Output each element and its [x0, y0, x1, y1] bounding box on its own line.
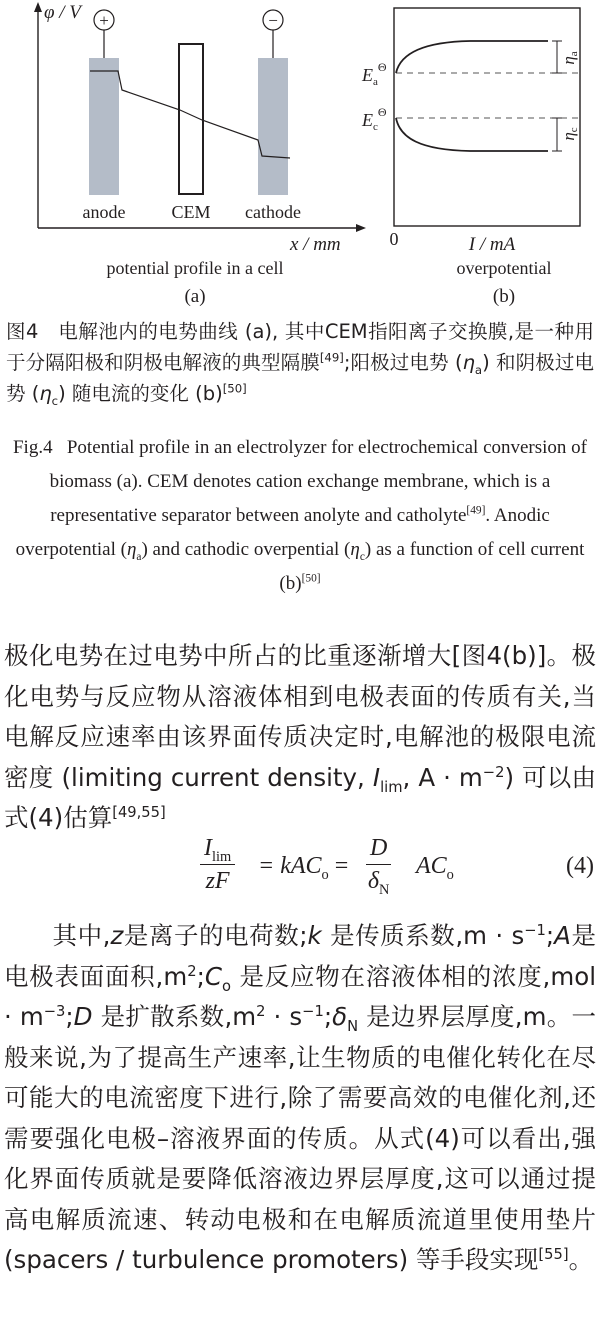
para2-text-3: 是传质系数,m · s: [321, 921, 525, 950]
caption-en-ref-2: [50]: [301, 572, 321, 585]
eq-zf: zF: [205, 868, 230, 894]
para2-text-1: 其中,: [52, 921, 111, 950]
cathodic-curve: [396, 118, 548, 151]
figure-caption-en: [0, 431, 600, 601]
figure-4: [0, 0, 600, 310]
para2-exp-4: 2: [256, 1002, 266, 1020]
caption-zh-ref-2: [50]: [222, 381, 247, 396]
para2-text-9: 是扩散系数,m: [92, 1002, 257, 1031]
para2-text-10: · s: [265, 1002, 303, 1031]
eq-d-symbol: D: [370, 835, 388, 861]
eq-lim-sub: lim: [212, 848, 232, 865]
ea-label: $E_a^\Theta$: [362, 60, 387, 88]
panel-b-label: (b): [492, 286, 516, 307]
para1-exponent: −2: [482, 763, 505, 781]
caption-en-text-1: Potential profile in an electrolyzer for electrochemical conversion of biomass (a). CEM denotes cation exchange membrane, which is a representative separator between anolyte and catholyte: [49, 437, 588, 526]
para2-o-sub: o: [221, 977, 231, 995]
eq-o-sub-1: o: [321, 866, 329, 883]
anode-label: anode: [82, 202, 126, 222]
para2-delta: δ: [332, 1002, 348, 1031]
para2-text-13: 。: [568, 1245, 594, 1274]
paragraph-1: [0, 636, 600, 839]
para2-d: D: [73, 1002, 93, 1031]
eq-i-symbol: I: [204, 835, 212, 861]
para2-exp-3: −3: [43, 1002, 66, 1020]
caption-zh-ref-1: [49]: [319, 350, 344, 365]
para1-text-1: 极化电势在过电势中所占的比重逐渐增大[图4(b)]。极化电势与反应物从溶液体相到电极表面的传质有关,当电解反应速率由该界面传质决定时,电解池的极限电流密度 (limiting current density,: [4, 641, 596, 792]
para2-text-6: ;: [196, 961, 205, 991]
panel-a-label: (a): [184, 286, 206, 307]
panel-a: [34, 2, 366, 307]
para1-text-2: , A · m: [402, 762, 483, 792]
eq-o-sub-2: o: [446, 866, 454, 883]
ec-label: $E_c^\Theta$: [362, 105, 387, 133]
para2-c: C: [204, 961, 222, 991]
panel-a-caption: potential profile in a cell: [106, 258, 284, 278]
para2-text-11: ;: [323, 1002, 333, 1031]
eq-delta: δ: [367, 868, 380, 894]
eq-equals: =: [334, 853, 349, 879]
panel-b-origin: 0: [389, 229, 399, 249]
figure-caption-zh: [0, 316, 600, 409]
para2-text-4: ;: [545, 921, 555, 950]
para2-exp-1: −1: [524, 921, 546, 939]
para2-k: k: [307, 921, 322, 950]
cem-label: CEM: [171, 202, 211, 222]
caption-en-text-4: ) as a function of cell current (b): [279, 539, 585, 594]
para2-n-sub: N: [347, 1017, 359, 1035]
para2-z: z: [110, 921, 124, 950]
equation-frac-left: [200, 835, 235, 895]
caption-zh-text-3: ) 和阴极过电势 (: [6, 351, 594, 405]
panel-a-x-label: x / mm: [290, 234, 341, 255]
para2-ref: [55]: [538, 1245, 569, 1263]
caption-en-eta-c: η: [350, 539, 360, 560]
caption-zh-text-4: ) 随电流的变化 (b): [58, 382, 223, 405]
caption-en-text-2: . Anodic overpotential (: [15, 505, 550, 560]
equation-tail: [416, 853, 454, 883]
panel-b-caption: overpotential: [456, 258, 552, 278]
para2-text-5: 是电极表面面积,m: [4, 921, 596, 991]
caption-zh-text-1: 电解池内的电势曲线 (a), 其中CEM指阳离子交换膜,是一种用于分隔阳极和阴极电解液的典型隔膜: [6, 320, 594, 374]
para1-i-symbol: I: [372, 762, 381, 792]
panel-a-y-label: φ / V: [44, 2, 81, 23]
para1-lim-sub: lim: [380, 778, 403, 796]
plus-sign: +: [99, 11, 109, 30]
anode-electrode: [89, 58, 119, 195]
eta-c-label: ηc: [559, 127, 580, 141]
para2-exp-2: 2: [187, 962, 197, 980]
equation-4: [0, 835, 600, 901]
panel-a-x-arrow: [356, 224, 366, 232]
para2-exp-5: −1: [302, 1002, 324, 1020]
panel-a-y-arrow: [34, 2, 42, 12]
cathode-label: cathode: [245, 202, 301, 222]
panel-b-x-label: I / mA: [468, 234, 516, 255]
para1-ref: [49,55]: [112, 803, 166, 821]
anodic-curve: [396, 41, 548, 73]
para2-text-7: 是反应物在溶液体相的浓度,mol · m: [4, 961, 596, 1031]
panel-b: [361, 8, 580, 307]
caption-zh-eta-c: η: [39, 382, 52, 405]
caption-zh-eta-a: η: [462, 351, 475, 374]
para2-a: A: [554, 921, 571, 950]
eq-n-sub: N: [379, 881, 390, 898]
para2-text-8: ;: [65, 1002, 74, 1031]
eq-ac: AC: [416, 853, 447, 879]
equation-middle: [258, 853, 349, 883]
eta-a-label: ηa: [559, 51, 580, 65]
eq-kac: = kAC: [258, 853, 322, 879]
caption-en-eta-a-sub: a: [136, 550, 142, 563]
caption-en-text-3: ) and cathodic overpential (: [141, 539, 351, 560]
caption-en-ref-1: [49]: [466, 504, 486, 517]
minus-sign: −: [268, 11, 278, 30]
equation-number: (4): [566, 853, 594, 879]
paragraph-2: [0, 916, 600, 1281]
para2-text-2: 是离子的电荷数;: [123, 921, 308, 950]
cathode-electrode: [258, 58, 288, 195]
caption-zh-fig-number: 图4: [6, 320, 39, 343]
para2-text-12: 是边界层厚度,m。一般来说,为了提高生产速率,让生物质的电催化转化在尽可能大的电流密度下进行,除了需要高效的电催化剂,还需要强化电极–溶液界面的传质。从式(4)可以看出,强化界面传质就是要降低溶液边界层厚度,这可以通过提高电解质流速、转动电极和在电解质流道里使用垫片 (spacers / turbulence promoters) 等手段实现: [4, 1002, 596, 1274]
caption-zh-eta-a-sub: a: [474, 362, 483, 377]
caption-en-eta-a: η: [126, 539, 137, 560]
caption-en-fig-number: Fig.4: [12, 437, 53, 458]
caption-zh-eta-c-sub: c: [51, 393, 59, 408]
equation-frac-right: [366, 835, 391, 898]
caption-zh-text-2: ;阳极过电势 (: [343, 351, 463, 374]
para1-text-3: ) 可以由式(4)估算: [4, 762, 596, 832]
caption-en-eta-c-sub: c: [359, 550, 365, 563]
